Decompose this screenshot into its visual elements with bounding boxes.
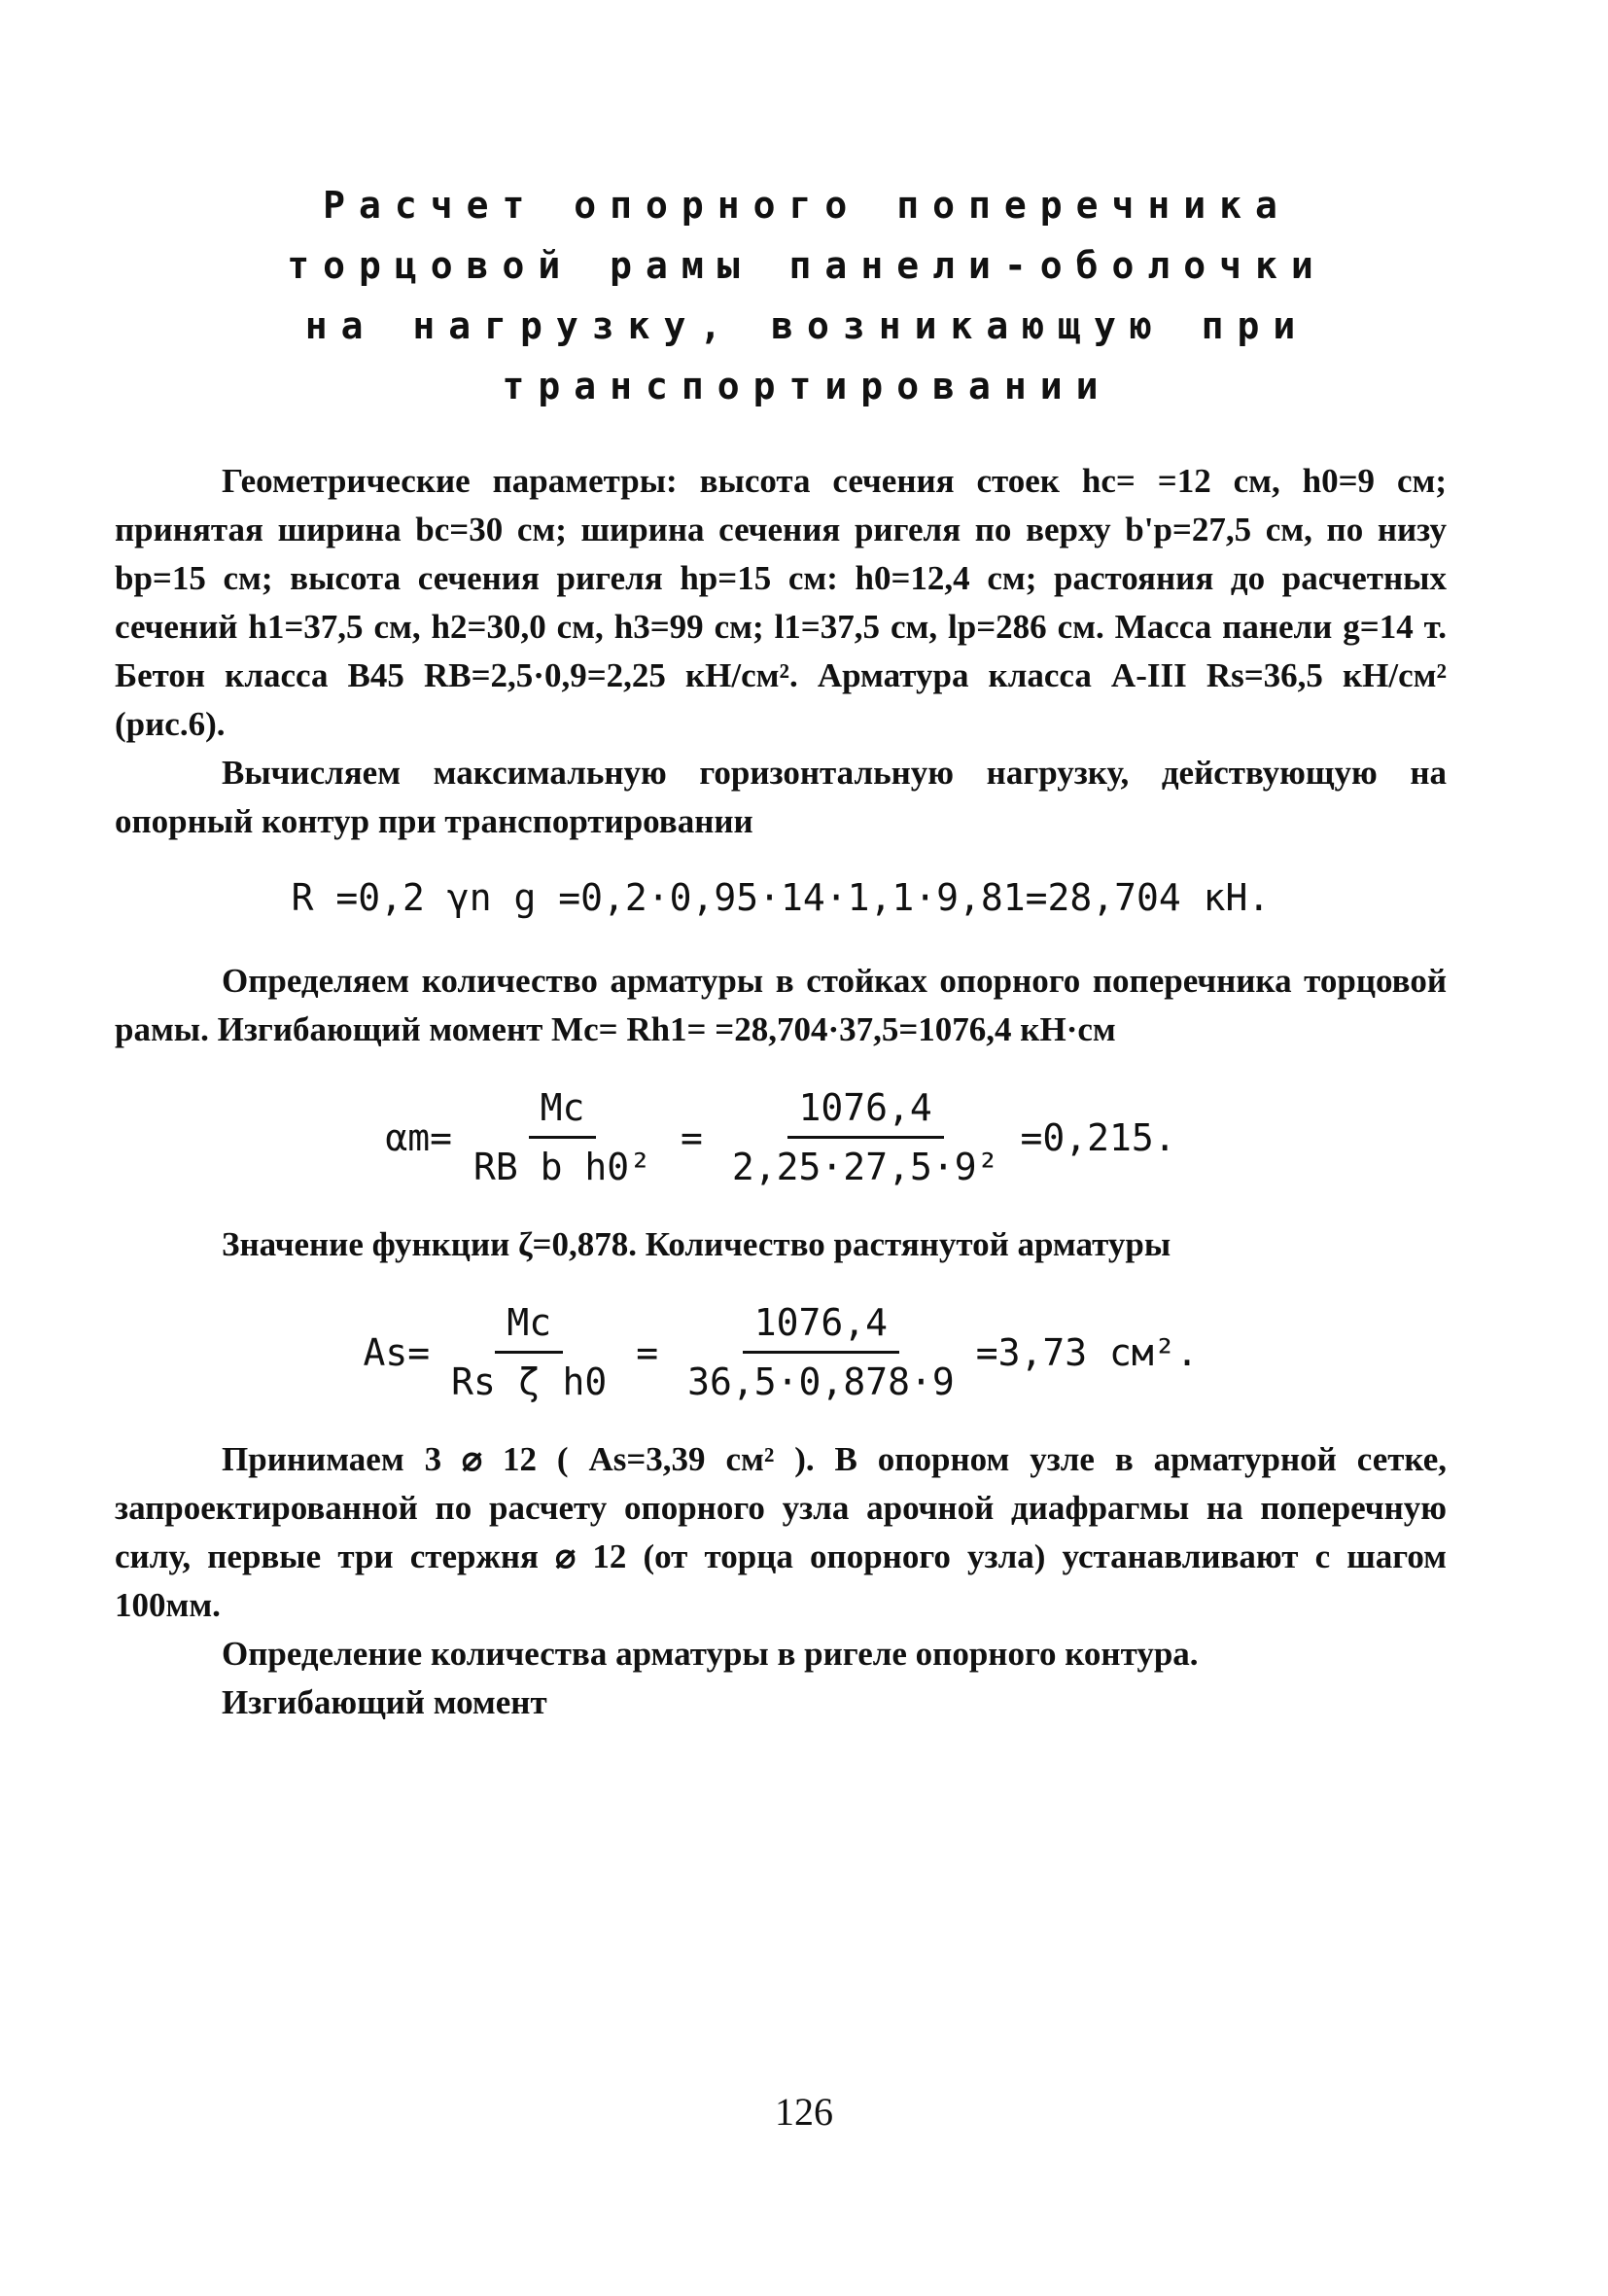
paragraph-crossbar: Определение количества арматуры в ригеле опорного контура. bbox=[222, 1635, 1199, 1673]
alpha-result: =0,215. bbox=[1020, 1115, 1176, 1159]
paragraph-moment: Определяем количество арматуры в стойках опорного поперечника торцовой рамы. Изгибающий момент Mc= Rh1= =28,704·37,5=1076,4 кН·см bbox=[115, 962, 1447, 1048]
as-fraction-symbolic bbox=[439, 1298, 618, 1406]
body-text bbox=[115, 457, 1447, 1727]
as-fraction-numeric bbox=[676, 1298, 966, 1406]
section-title bbox=[156, 175, 1458, 416]
title-line: на нагрузку, возникающую при bbox=[304, 304, 1310, 347]
paragraph-accepted-rebar: Принимаем 3 ⌀ 12 ( As=3,39 см² ). В опорном узле в арматурной сетке, запроектированной по расчету опорного узла арочной диафрагмы на поперечную силу, первые три стержня ⌀ 12 (от торца опорного узла) устанавливают с шагом 100мм. bbox=[115, 1440, 1447, 1624]
fraction-numerator: 1076,4 bbox=[787, 1083, 944, 1139]
paragraph-load-intro: Вычисляем максимальную горизонтальную нагрузку, действующую на опорный контур при транспортировании bbox=[115, 754, 1447, 840]
fraction-denominator: Rs ζ h0 bbox=[451, 1360, 608, 1403]
paragraph-bending-moment: Изгибающий момент bbox=[222, 1683, 547, 1721]
fraction-denominator: RB b h0² bbox=[473, 1146, 652, 1188]
equals-sign: = bbox=[636, 1330, 659, 1374]
paragraph-geometry: Геометрические параметры: высота сечения стоек hc= =12 см, h0=9 см; принятая ширина bc=30 см; ширина сечения ригеля по верху b'p=27,5 см, по низу bp=15 см; высота сечения ригеля hp=15 см: h0=12,4 см; растояния до расчетных сечений h1=37,5 см, h2=30,0 см, h3=99 см; l1=37,5 см, lp=286 см. Масса панели g=14 т. Бетон класса B45 RB=2,5·0,9=2,25 кН/см². Арматура класса А-III Rs=36,5 кН/см² (рис.6). bbox=[115, 462, 1447, 743]
alpha-fraction-numeric bbox=[720, 1083, 1011, 1191]
alpha-lhs: αm= bbox=[385, 1115, 452, 1159]
paragraph-function-value: Значение функции ζ=0,878. Количество растянутой арматуры bbox=[222, 1225, 1171, 1263]
fraction-numerator: Mc bbox=[495, 1298, 563, 1354]
formula-load: R =0,2 γn g =0,2·0,95·14·1,1·9,81=28,704 кН. bbox=[291, 876, 1271, 919]
as-lhs: As= bbox=[363, 1330, 431, 1374]
equals-sign: = bbox=[681, 1115, 703, 1159]
fraction-numerator: 1076,4 bbox=[743, 1298, 899, 1354]
alpha-fraction-symbolic bbox=[462, 1083, 663, 1191]
as-result: =3,73 см². bbox=[975, 1330, 1199, 1374]
fraction-numerator: Mc bbox=[529, 1083, 597, 1139]
formula-alpha bbox=[115, 1083, 1447, 1191]
formula-as bbox=[115, 1298, 1447, 1406]
fraction-denominator: 36,5·0,878·9 bbox=[687, 1360, 955, 1403]
page-number: 126 bbox=[775, 2090, 833, 2134]
title-line: Расчет опорного поперечника bbox=[323, 184, 1291, 227]
title-line: торцовой рамы панели-оболочки bbox=[287, 244, 1327, 287]
title-line: транспортировании bbox=[502, 365, 1112, 407]
fraction-denominator: 2,25·27,5·9² bbox=[731, 1146, 999, 1188]
